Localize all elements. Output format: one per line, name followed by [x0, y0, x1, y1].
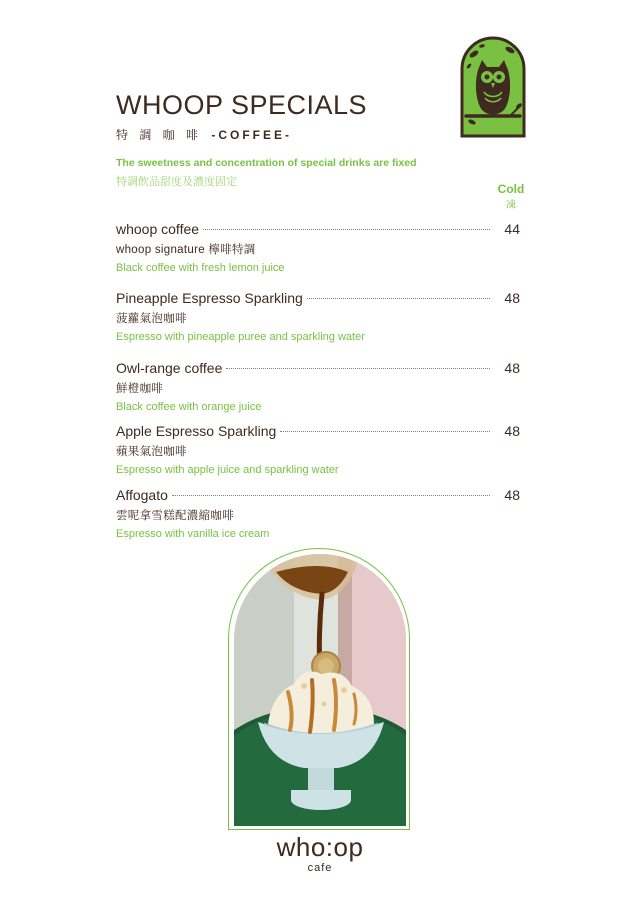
item-price: 48 — [504, 360, 520, 376]
cold-column-label-zh: 凍 — [506, 200, 516, 211]
dotted-leader — [280, 431, 490, 432]
item-price: 48 — [504, 487, 520, 503]
sweetness-note-zh: 特調飲品甜度及濃度固定 — [116, 176, 237, 188]
affogato-photo — [234, 554, 406, 826]
item-subtitle: 鮮橙咖啡 — [116, 383, 164, 395]
item-description: Espresso with vanilla ice cream — [116, 528, 270, 540]
item-subtitle: whoop signature 檸啡特調 — [116, 244, 256, 256]
section-subtitle — [116, 126, 292, 143]
item-name: Pineapple Espresso Sparkling — [116, 290, 303, 306]
item-subtitle: 蘋果氣泡咖啡 — [116, 446, 187, 458]
cold-column-label: Cold — [497, 182, 525, 196]
dotted-leader — [226, 368, 490, 369]
photo-frame — [228, 548, 410, 830]
owl-logo-icon — [460, 36, 526, 138]
item-price: 44 — [504, 221, 520, 237]
item-name: whoop coffee — [116, 221, 200, 237]
dotted-leader — [172, 495, 490, 496]
item-description: Espresso with pineapple puree and sparkling water — [116, 331, 365, 343]
menu-item-affogato — [116, 487, 520, 540]
subtitle-en: -COFFEE- — [211, 128, 293, 142]
item-subtitle: 雲呢拿雪糕配濃縮咖啡 — [116, 510, 234, 522]
subtitle-zh: 特 調 咖 啡 — [116, 128, 203, 142]
page-title: WHOOP SPECIALS — [116, 90, 368, 120]
dotted-leader — [203, 229, 490, 230]
item-price: 48 — [504, 290, 520, 306]
menu-item-whoop-coffee — [116, 221, 520, 274]
menu-item-owl-range-coffee — [116, 360, 520, 413]
item-description: Black coffee with fresh lemon juice — [116, 262, 285, 274]
brand-logo-text: who:op — [276, 832, 364, 862]
item-name: Apple Espresso Sparkling — [116, 423, 277, 439]
item-price: 48 — [504, 423, 520, 439]
item-name: Owl-range coffee — [116, 360, 223, 376]
brand-subtitle: cafe — [307, 862, 333, 874]
item-name: Affogato — [116, 487, 168, 503]
menu-item-pineapple-espresso — [116, 290, 520, 343]
dotted-leader — [307, 298, 490, 299]
item-subtitle: 菠蘿氣泡咖啡 — [116, 313, 187, 325]
sweetness-note-en: The sweetness and concentration of special drinks are fixed — [116, 157, 417, 169]
menu-item-apple-espresso — [116, 423, 520, 476]
item-description: Espresso with apple juice and sparkling water — [116, 464, 339, 476]
item-description: Black coffee with orange juice — [116, 401, 262, 413]
